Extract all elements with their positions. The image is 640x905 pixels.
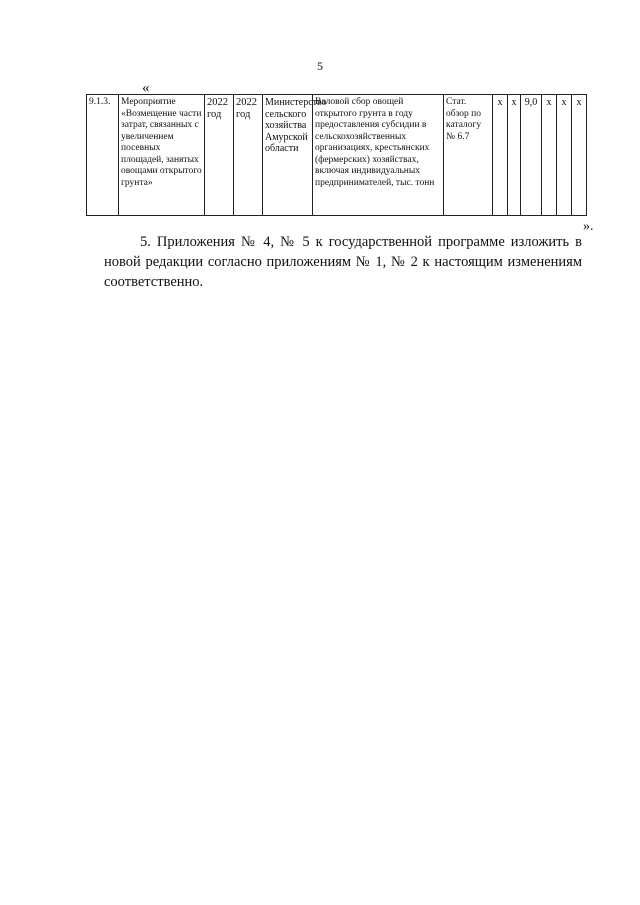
start-year: 2022 год bbox=[205, 95, 234, 216]
closing-quote: ». bbox=[583, 219, 594, 234]
responsible-executor: Министерство сельского хозяйства Амурской области bbox=[263, 95, 313, 216]
value-cell: x bbox=[542, 95, 557, 216]
value-cell: 9,0 bbox=[521, 95, 542, 216]
value-cell: x bbox=[557, 95, 572, 216]
end-year: 2022 год bbox=[234, 95, 263, 216]
measure-code: 9.1.3. bbox=[87, 95, 119, 216]
table-row bbox=[87, 95, 587, 216]
value-cell: x bbox=[493, 95, 508, 216]
amendment-paragraph: 5. Приложения № 4, № 5 к государственной программе изложить в новой редакции согласно приложениям № 1, № 2 к настоящим изменениям соответственно. bbox=[104, 234, 582, 290]
indicator-description: Валовой сбор овощей открытого грунта в году предоставления субсидии в сельскохозяйственных организациях, крестьянских (фермерских) хозяйствах, включая индивидуальных предпринимателей, тыс. тонн bbox=[313, 95, 444, 216]
value-cell: x bbox=[508, 95, 521, 216]
data-source: Стат. обзор по каталогу № 6.7 bbox=[444, 95, 493, 216]
measures-table bbox=[86, 94, 587, 216]
opening-quote: « bbox=[142, 80, 150, 96]
page-number: 5 bbox=[317, 59, 323, 73]
value-cell: x bbox=[572, 95, 587, 216]
measure-name: Мероприятие «Возмещение части затрат, связанных с увеличением посевных площадей, занятых овощами открытого грунта» bbox=[119, 95, 205, 216]
